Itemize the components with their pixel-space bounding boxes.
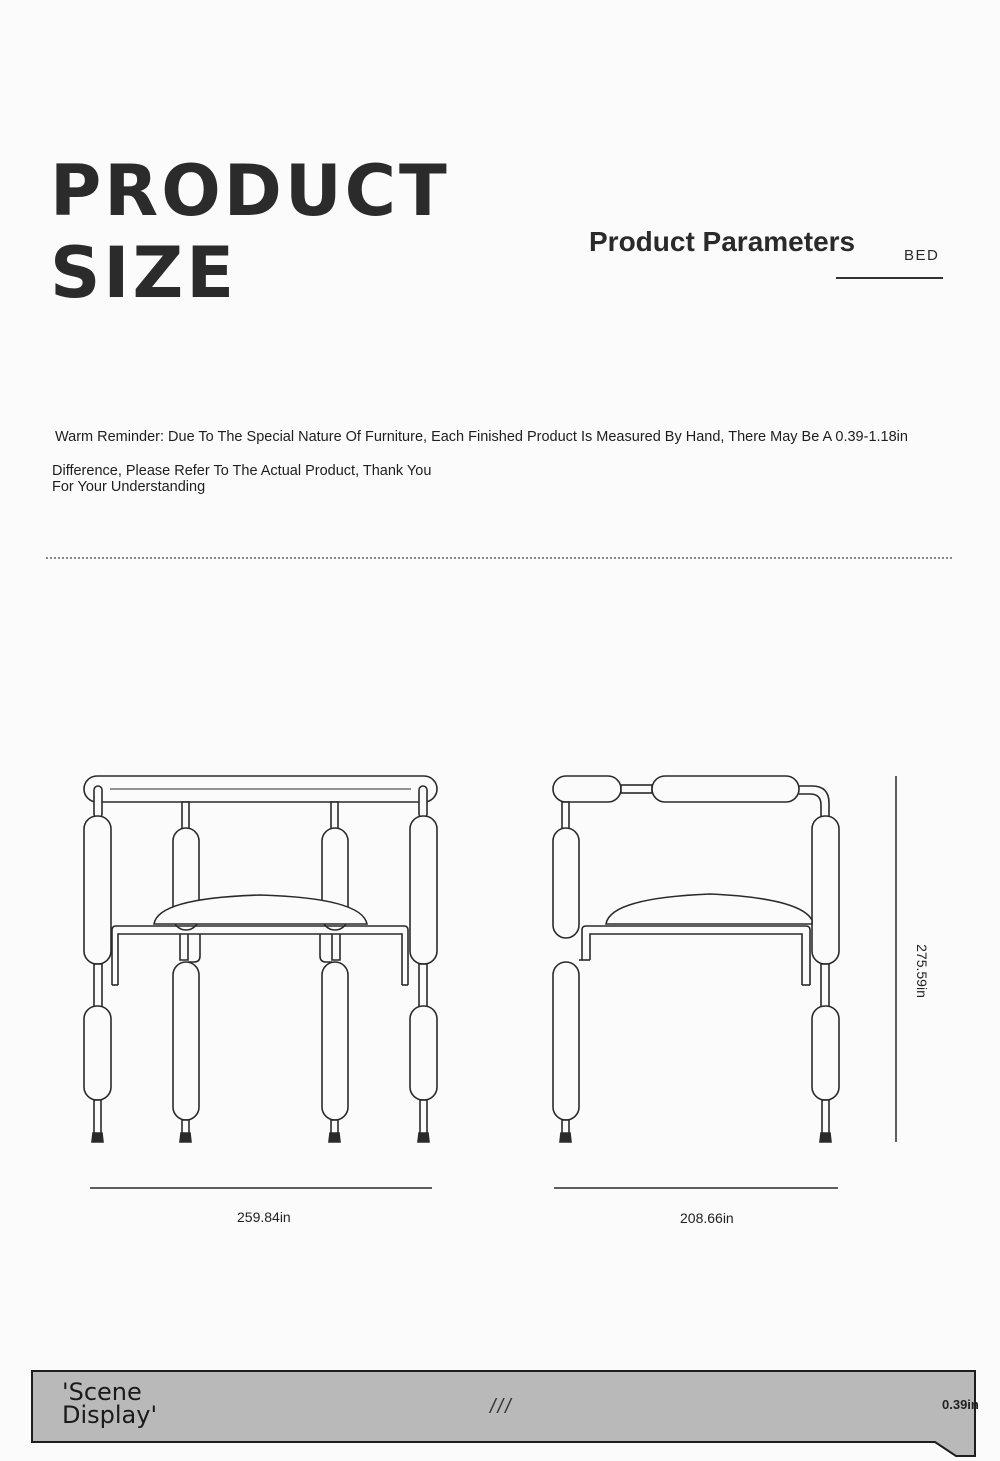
banner-slashes: /// [490,1396,513,1418]
category-tag: BED [904,247,940,264]
product-parameters-heading: Product Parameters [589,226,856,257]
page-title [50,150,450,314]
title-line-size: SIZE [50,232,238,314]
tag-underline [836,277,943,279]
height-label: 275.59in [913,944,930,998]
banner-unit-label: 0.39in [942,1397,979,1412]
scene-display-title [62,1378,158,1429]
chair-side-view [553,776,839,1142]
banner-title-line-1: 'Scene [62,1378,142,1406]
chair-line-drawing [0,760,1000,1210]
reminder-line-2: Difference, Please Refer To The Actual Product, Thank You [52,463,432,479]
reminder-line-3: For Your Understanding [52,479,206,495]
title-line-product: PRODUCT [50,150,450,232]
section-divider [46,557,952,559]
width-label: 259.84in [237,1209,291,1225]
banner-title-line-2: Display' [62,1401,158,1429]
depth-label: 208.66in [680,1210,734,1226]
reminder-line-1: Warm Reminder: Due To The Special Nature Of Furniture, Each Finished Product Is Measured By Hand, There May Be A 0.39-1.18in [55,429,908,445]
chair-front-view [84,776,437,1142]
